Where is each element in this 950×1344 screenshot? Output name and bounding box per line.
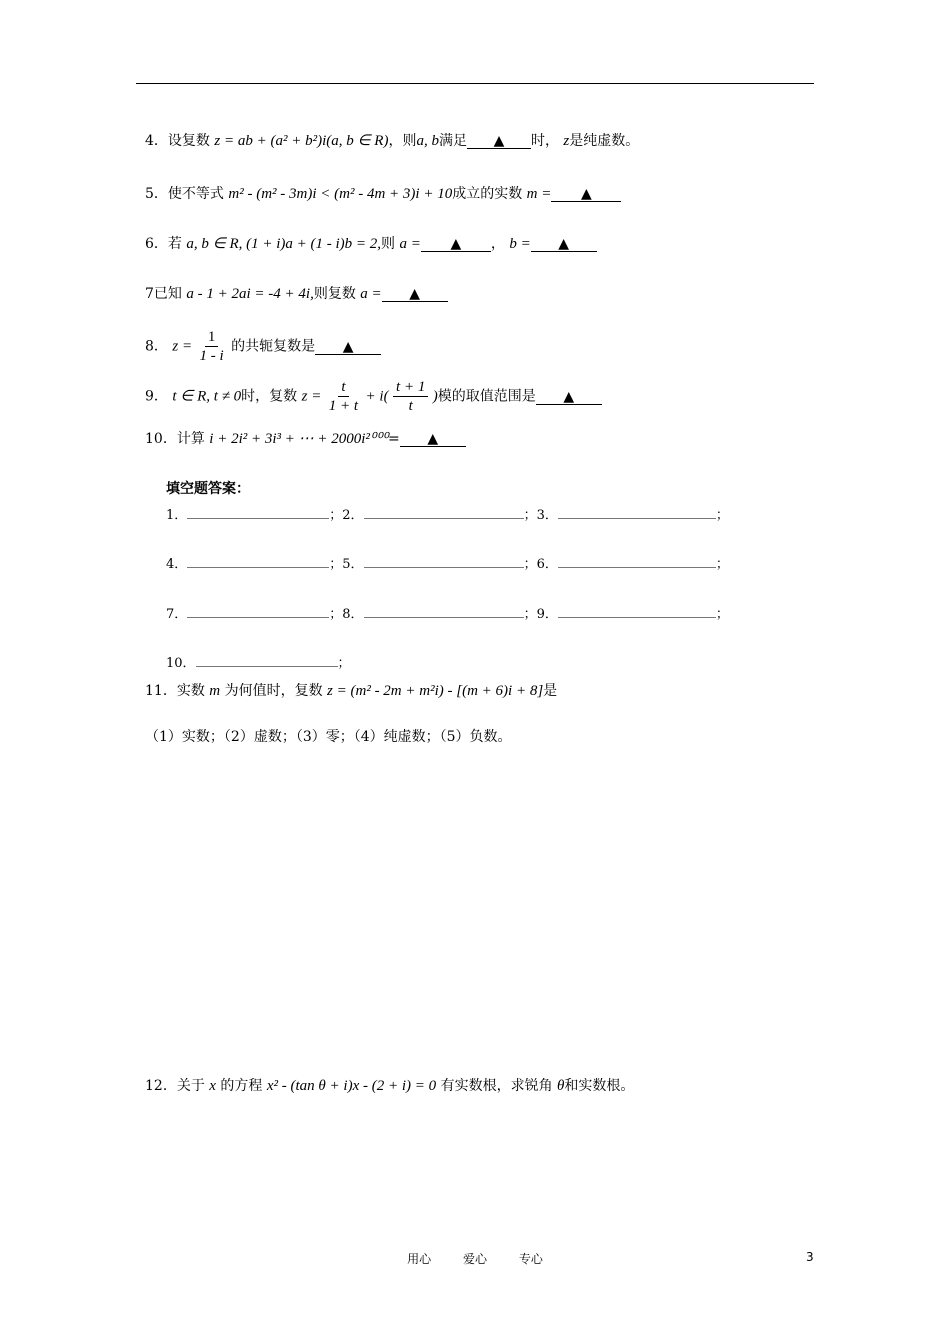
q6-text: 若	[167, 236, 182, 252]
footer-item-3: 专心	[518, 1252, 543, 1266]
q12-formula: x² - (tan θ + i)x - (2 + i) = 0	[266, 1078, 437, 1094]
question-6	[145, 233, 597, 253]
q9-close-paren: )	[432, 388, 438, 405]
q12-text: 关于	[176, 1078, 205, 1094]
q6-number: 6．	[145, 236, 168, 252]
q7-text-2: 则复数	[313, 286, 356, 302]
q4-answer-blank[interactable]	[467, 134, 531, 149]
q6-answer-blank-a[interactable]	[421, 237, 491, 252]
triangle-icon: ▲	[342, 338, 354, 355]
answer-blank-10[interactable]	[196, 654, 338, 667]
q11-number: 11．	[145, 683, 177, 699]
answer-label-8: ；8．	[329, 607, 364, 622]
q6-answer-blank-b[interactable]	[531, 237, 597, 252]
q4-z: z	[563, 133, 570, 149]
q9-answer-blank[interactable]	[536, 390, 602, 405]
q5-text: 使不等式	[167, 186, 224, 202]
q9-fraction-2-numerator: t + 1	[393, 378, 428, 397]
q10-formula: i + 2i² + 3i³ + ⋯ + 2000i²⁰⁰⁰	[209, 431, 388, 447]
triangle-icon: ▲	[493, 133, 505, 149]
q9-fraction-2	[393, 378, 428, 415]
answers-row-1	[166, 504, 729, 523]
answer-blank-1[interactable]	[187, 506, 329, 519]
q4-text-2: ，则	[388, 133, 417, 149]
q12-text-4: 和实数根。	[564, 1078, 635, 1094]
question-8	[145, 328, 381, 365]
q4-text-5: 是纯虚数。	[569, 133, 640, 149]
q6-text-2: 则	[381, 236, 396, 252]
answer-blank-2[interactable]	[364, 506, 524, 519]
q10-equals: =	[387, 431, 400, 447]
answers-row-2	[166, 553, 729, 572]
answer-blank-5[interactable]	[364, 555, 524, 568]
triangle-icon: ▲	[580, 186, 592, 202]
answer-label-6: ；6．	[523, 557, 558, 572]
q9-plus-i: + i(	[365, 388, 389, 405]
q11-formula: z = (m² - 2m + m²i) - [(m + 6)i + 8]	[327, 683, 544, 699]
q9-fraction-2-denominator: t	[408, 398, 413, 414]
answer-sep: ；	[337, 656, 351, 671]
q10-answer-blank[interactable]	[400, 432, 466, 447]
q6-a: a =	[399, 236, 421, 252]
q4-text-4: 时，	[530, 133, 559, 149]
q8-text: 的共轭复数是	[231, 338, 316, 355]
triangle-icon: ▲	[409, 286, 421, 302]
q10-number: 10．	[145, 431, 177, 447]
page-number: 3	[806, 1250, 814, 1264]
question-9	[145, 378, 602, 415]
question-4	[145, 130, 639, 150]
q6-b: b =	[509, 236, 531, 252]
q9-text-2: 模的取值范围是	[437, 388, 536, 405]
q11-text-2: 为何值时，复数	[224, 683, 323, 699]
q8-z: z =	[172, 338, 193, 355]
q7-text: 已知	[153, 286, 182, 302]
q11-text: 实数	[176, 683, 205, 699]
answers-title: 填空题答案：	[166, 481, 250, 497]
q12-number: 12．	[145, 1078, 177, 1094]
answer-blank-9[interactable]	[558, 605, 716, 618]
answers-row-3	[166, 603, 729, 622]
answer-label-5: ；5．	[329, 557, 364, 572]
q12-x: x	[209, 1078, 216, 1094]
answer-sep: ；	[715, 557, 729, 572]
q4-number: 4．	[145, 133, 168, 149]
q4-formula: z = ab + (a² + b²)i(a, b ∈ R)	[214, 133, 389, 149]
q9-z: z =	[301, 388, 322, 405]
q9-fraction-1-denominator: 1 + t	[328, 398, 359, 414]
q12-text-2: 的方程	[220, 1078, 263, 1094]
question-7	[145, 283, 448, 303]
answer-blank-8[interactable]	[364, 605, 524, 618]
question-10	[145, 428, 466, 448]
footer-item-1: 用心	[407, 1252, 432, 1266]
answer-label-9: ；9．	[523, 607, 558, 622]
q5-text-2: 成立的实数	[452, 186, 523, 202]
answer-label-2: ；2．	[329, 508, 364, 523]
q6-formula: a, b ∈ R, (1 + i)a + (1 - i)b = 2,	[186, 236, 382, 252]
q8-answer-blank[interactable]	[315, 340, 381, 355]
q9-number: 9．	[145, 388, 168, 405]
q6-comma: ，	[490, 236, 505, 252]
question-11-parts: （1）实数；（2）虚数；（3）零；（4）纯虚数；（5）负数。	[145, 729, 512, 745]
answer-sep: ；	[715, 508, 729, 523]
q11-text-3: 是	[543, 683, 558, 699]
q12-theta: θ	[557, 1078, 565, 1094]
q5-m: m =	[526, 186, 552, 202]
footer-item-2: 爱心	[462, 1252, 487, 1266]
question-12	[145, 1075, 634, 1095]
answer-blank-6[interactable]	[558, 555, 716, 568]
q10-text: 计算	[176, 431, 205, 447]
answers-row-4	[166, 652, 351, 671]
q4-text: 设复数	[167, 133, 210, 149]
q7-formula: a - 1 + 2ai = -4 + 4i,	[186, 286, 314, 302]
answer-blank-7[interactable]	[187, 605, 329, 618]
answer-sep: ；	[715, 607, 729, 622]
answer-label-3: ；3．	[523, 508, 558, 523]
q7-answer-blank[interactable]	[382, 287, 448, 302]
triangle-icon: ▲	[450, 236, 462, 252]
q5-formula: m² - (m² - 3m)i < (m² - 4m + 3)i + 10	[228, 186, 453, 202]
triangle-icon: ▲	[427, 431, 439, 447]
answer-label-10: 10．	[166, 656, 196, 671]
q5-answer-blank[interactable]	[551, 187, 621, 202]
answer-label-1: 1．	[166, 508, 188, 523]
answer-label-4: 4．	[166, 557, 188, 572]
q4-text-3: 满足	[438, 133, 467, 149]
q9-fraction-1	[326, 378, 361, 415]
answer-label-7: 7．	[166, 607, 188, 622]
q7-number: 7	[145, 286, 154, 302]
q9-condition: t ∈ R, t ≠ 0	[172, 388, 242, 405]
triangle-icon: ▲	[563, 388, 575, 405]
q7-a: a =	[360, 286, 382, 302]
q8-number: 8．	[145, 338, 168, 355]
q9-fraction-1-numerator: t	[338, 378, 348, 397]
q11-m: m	[209, 683, 221, 699]
q8-fraction-numerator: 1	[205, 328, 219, 347]
q5-number: 5．	[145, 186, 168, 202]
answer-blank-4[interactable]	[187, 555, 329, 568]
answer-blank-3[interactable]	[558, 506, 716, 519]
q4-vars: a, b	[416, 133, 439, 149]
header-rule	[136, 83, 814, 84]
q8-fraction	[197, 328, 227, 365]
q8-fraction-denominator: 1 - i	[199, 348, 224, 364]
question-5	[145, 183, 621, 203]
q9-text: 时，复数	[241, 388, 298, 405]
q12-text-3: 有实数根，求锐角	[440, 1078, 553, 1094]
triangle-icon: ▲	[558, 236, 570, 252]
question-11	[145, 680, 557, 700]
